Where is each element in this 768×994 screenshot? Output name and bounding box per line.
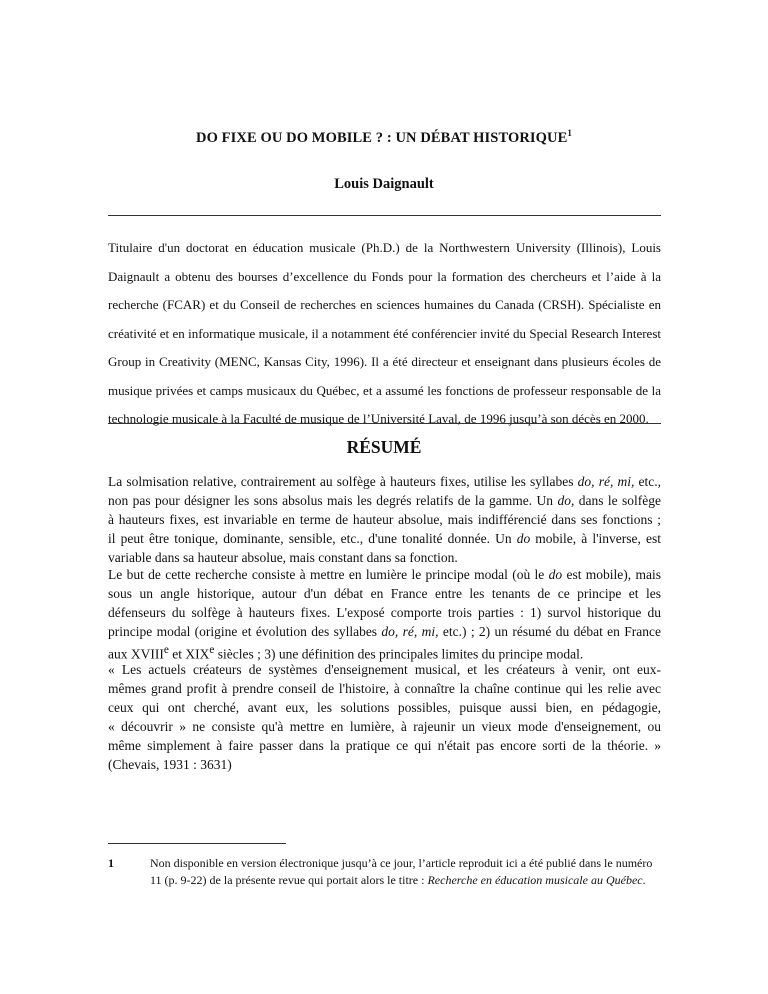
bio-line: Daignault a obtenu des bourses d’excellence du Fonds pour la formation des chercheurs et l’aide à la (108, 268, 661, 284)
paragraph-line: variable dans sa hauteur absolue, mais constant dans sa fonction. (108, 550, 458, 565)
author-bio (108, 234, 661, 434)
paragraph-line: sous un angle historique, autour d'un débat en France entre les tenants de ce principe et les (108, 586, 661, 601)
text-run: Le but de cette recherche consiste à mettre en lumière le principe modal (où le (108, 567, 549, 582)
quote-line: même simplement à faire passer dans la pratique ce qui n'était pas encore sorti de la théorie. » (108, 738, 661, 753)
bio-line: technologie musicale à la Faculté de musique de l’Université Laval, de 1996 jusqu’à son décès en 2000. (108, 411, 649, 426)
superscript: e (209, 644, 215, 656)
footnote-separator (108, 843, 286, 844)
bio-line: Group in Creativity (MENC, Kansas City, 1996). Il a été directeur et enseignant dans plusieurs écoles de (108, 354, 661, 369)
text-run: et XIX (168, 646, 210, 662)
author-name: Louis Daignault (334, 176, 434, 192)
text-run: etc.) ; 2) un résumé du débat en France (438, 624, 662, 639)
quote-line: « Les actuels créateurs de systèmes d'enseignement musical, et les créateurs à venir, ont eux- (108, 662, 661, 677)
paragraph-line (108, 565, 661, 584)
footnote-number: 1 (108, 856, 114, 870)
quote-citation: (Chevais, 1931 : 3631) (108, 757, 232, 772)
footnote-line (150, 872, 660, 889)
text-run: principe modal (origine et évolution des syllabes (108, 624, 382, 639)
paragraph-line: à hauteurs fixes, est invariable en terme de hauteur absolue, mais indifférencié dans ses fonctions ; (108, 512, 661, 527)
paragraph-line: défenseurs du solfège à hauteurs fixes. L'exposé comporte trois parties : 1) survol historique du (108, 605, 661, 620)
footnote-text (150, 855, 660, 889)
quote-line: « découvrir » ne consiste qu'à mettre en lumière, à rajeunir un vieux mode d'enseignement, ou (108, 719, 661, 734)
epigraph-quote (108, 660, 661, 774)
text-run: aux XVIII (108, 646, 164, 662)
text-run: . (642, 873, 646, 887)
paragraph-line (108, 472, 661, 491)
text-run: dans le solfège (574, 493, 662, 508)
italic-run: do (516, 531, 531, 546)
abstract-paragraph-1 (108, 472, 661, 567)
quote-line: mêmes grand profit à prendre conseil de l'histoire, à connaître la chaîne continue qui les relie avec (108, 681, 661, 696)
article-title-text: DO FIXE OU DO MOBILE ? : UN DÉBAT HISTORIQUE (196, 130, 568, 146)
italic-run: do, ré, mi, (577, 474, 635, 489)
text-run: 11 (p. 9-22) de la présente revue qui portait alors le titre : (150, 873, 428, 887)
paragraph-line (108, 622, 661, 641)
text-run: etc., (634, 474, 661, 489)
bio-line: Titulaire d'un doctorat en éducation musicale (Ph.D.) de la Northwestern University (Illinois), Louis (108, 240, 661, 255)
footnote-line: Non disponible en version électronique jusqu’à ce jour, l’article reproduit ici a été publié dans le numéro (150, 856, 653, 870)
paragraph-line (108, 529, 661, 548)
text-run: est mobile), mais (562, 567, 661, 582)
bio-line: recherche (FCAR) et du Conseil de recherches en sciences humaines du Canada (CRSH). Spécialiste en (108, 297, 661, 312)
italic-run: do, (557, 493, 575, 508)
title-footnote-ref: 1 (567, 128, 572, 139)
text-run: non pas pour désigner les sons absolus mais les degrés relatifs de la gamme. Un (108, 493, 558, 508)
text-run: il peut être tonique, dominante, sensible, etc., d'une tonalité donnée. Un (108, 531, 517, 546)
italic-run: do, ré, mi, (381, 624, 439, 639)
bottom-divider (108, 423, 661, 424)
italic-run: do (548, 567, 563, 582)
paragraph-line (108, 491, 661, 510)
text-run: La solmisation relative, contrairement au solfège à hauteurs fixes, utilise les syllabes (108, 474, 578, 489)
bio-line: musique privées et camps musicaux du Québec, et a assumé les fonctions de professeur responsable de la (108, 382, 661, 398)
bio-line: créativité et en informatique musicale, il a notamment été conférencier invité du Special Research Interest (108, 325, 661, 341)
superscript: e (163, 644, 169, 656)
text-run: siècles ; 3) une définition des principales limites du principe modal. (214, 646, 584, 662)
text-run: mobile, à l'inverse, est (530, 531, 661, 546)
resume-heading: RÉSUMÉ (346, 437, 422, 457)
article-title (0, 130, 768, 147)
italic-run: Recherche en éducation musicale au Québec (427, 873, 643, 887)
top-divider (108, 215, 661, 216)
abstract-paragraph-2 (108, 565, 661, 664)
quote-line: ceux qui ont cherché, avant eux, les solutions possibles, puisque aussi bien, en pédagogie, (108, 700, 661, 715)
